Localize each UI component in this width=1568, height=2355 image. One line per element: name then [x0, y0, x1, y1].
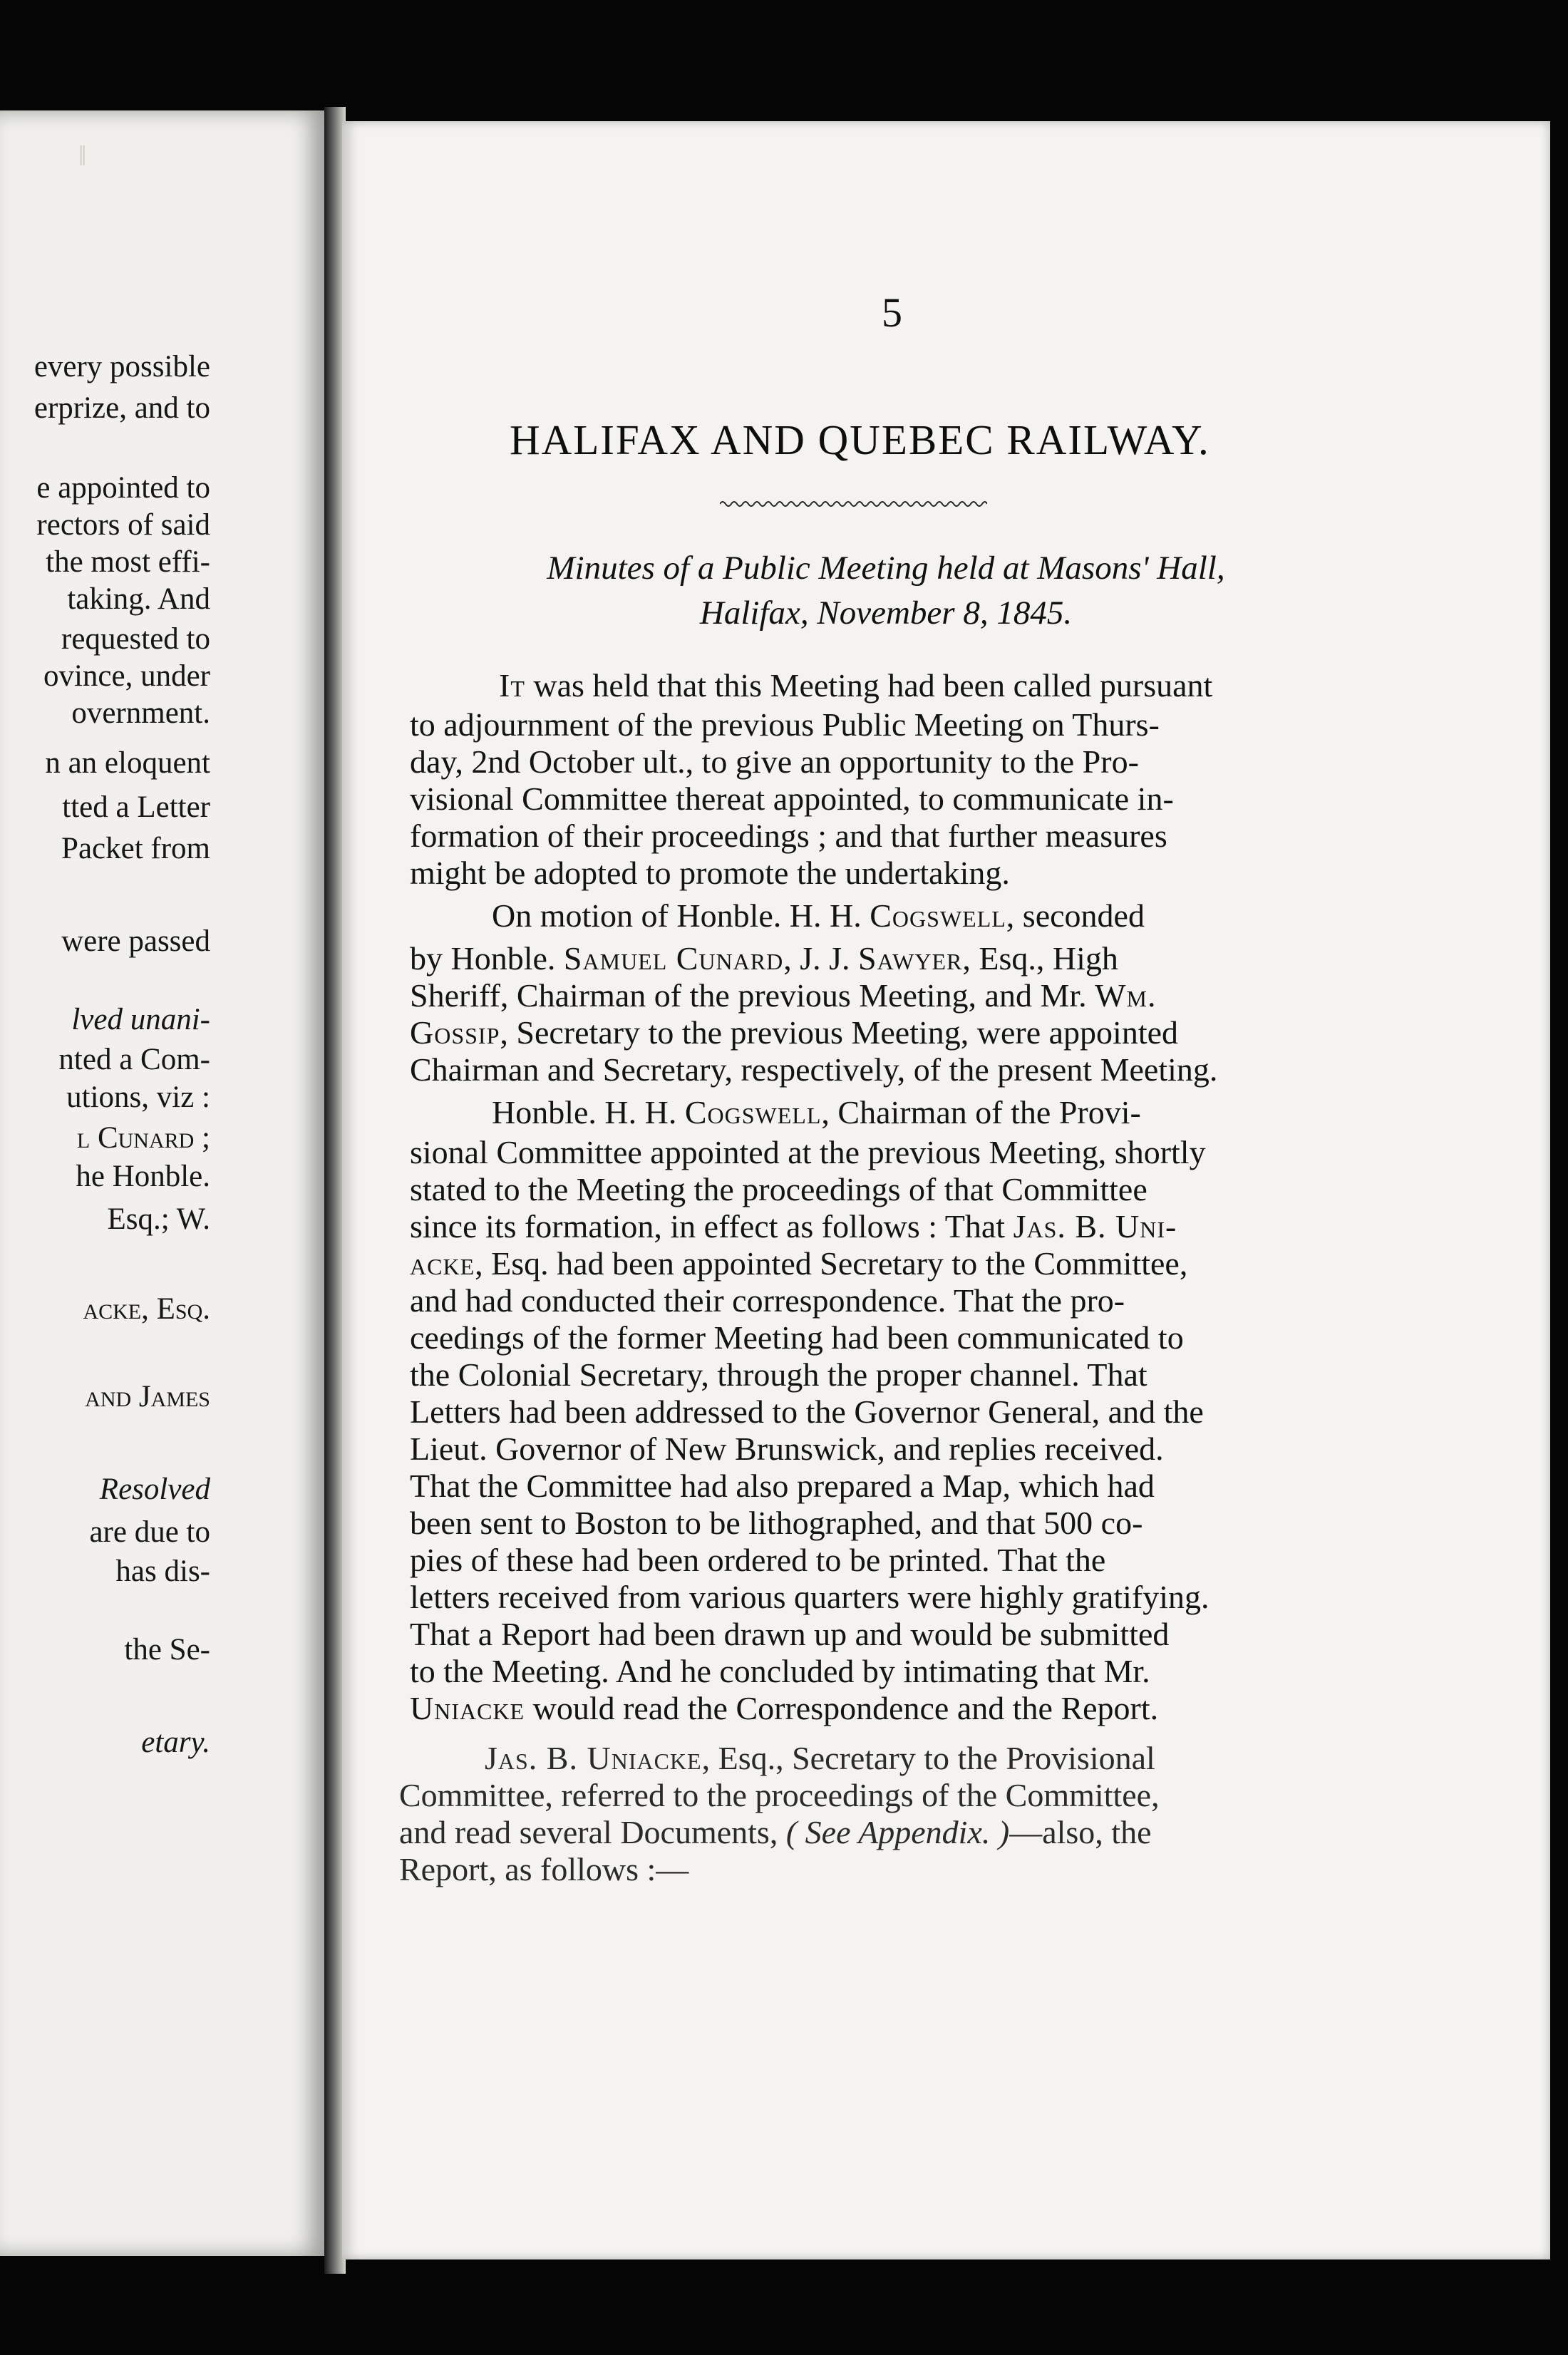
body-line	[410, 854, 1010, 892]
body-line	[410, 743, 1139, 780]
left-page-line: overnment.	[71, 696, 210, 730]
small-caps-name: Uniacke	[410, 1690, 525, 1726]
small-caps-name: Cogswell	[684, 1094, 822, 1130]
small-caps-name: Jas. B. Uniacke	[485, 1740, 702, 1776]
left-page-line: the Se-	[124, 1633, 210, 1666]
left-page-line: ovince, under	[43, 659, 210, 693]
body-line	[410, 1207, 1177, 1245]
body-line	[410, 1578, 1209, 1616]
small-caps-name: Wm.	[1095, 977, 1157, 1014]
body-text-segment: by Honble.	[410, 940, 564, 976]
body-text-segment: Chairman and Secretary, respectively, of the present Meeting.	[410, 1051, 1218, 1088]
left-page-line: nted a Com-	[58, 1043, 210, 1076]
body-text-segment: sional Committee appointed at the previous Meeting, shortly	[410, 1134, 1206, 1170]
body-text-segment: to adjournment of the previous Public Meeting on Thurs-	[410, 706, 1160, 743]
left-page-line: utions, viz :	[66, 1081, 210, 1114]
body-text-segment: , Esq. had been appointed Secretary to the Committee,	[475, 1245, 1188, 1282]
heading-ornament-rule	[720, 499, 987, 509]
left-page-line: Resolved	[99, 1473, 210, 1506]
small-caps-name: acke	[410, 1245, 475, 1282]
small-caps-name: Sawyer	[858, 940, 963, 976]
left-page-line: lved unani-	[71, 1003, 210, 1036]
body-line	[410, 1504, 1143, 1542]
left-page-line: tted a Letter	[62, 790, 210, 824]
left-page-line: and James	[85, 1380, 210, 1413]
body-line	[410, 1245, 1187, 1282]
body-line	[499, 666, 1212, 704]
minutes-subtitle-line-2: Halifax, November 8, 1845.	[699, 594, 1073, 632]
body-text-segment: was held that this Meeting had been called pursuant	[525, 667, 1213, 704]
body-text-segment: the Colonial Secretary, through the proper channel. That	[410, 1356, 1147, 1393]
body-text-segment: On motion of Honble. H. H.	[492, 897, 870, 934]
body-line	[410, 1689, 1158, 1727]
body-text-segment: might be adopted to promote the undertaking.	[410, 855, 1010, 891]
body-text-segment: Honble. H. H.	[492, 1094, 685, 1130]
left-page-line: are due to	[89, 1515, 210, 1549]
left-page-line: has dis-	[115, 1555, 210, 1588]
body-text-segment: , seconded	[1006, 897, 1145, 934]
body-line	[410, 939, 1118, 977]
body-line	[410, 780, 1174, 818]
body-text-segment: That the Committee had also prepared a Map, which had	[410, 1468, 1155, 1504]
left-page-line: taking. And	[67, 582, 210, 616]
body-line	[410, 1133, 1206, 1171]
body-line	[492, 1093, 1141, 1131]
body-line	[399, 1850, 688, 1888]
minutes-subtitle-line-1: Minutes of a Public Meeting held at Masons' Hall,	[547, 550, 1225, 587]
body-text-segment: —also, the	[1009, 1814, 1152, 1850]
body-line	[410, 1615, 1169, 1653]
body-text-segment: , Secretary to the previous Meeting, were appointed	[500, 1014, 1179, 1051]
left-page-line: n an eloquent	[45, 746, 210, 780]
body-line	[410, 1541, 1105, 1579]
body-line	[410, 1051, 1217, 1088]
body-line	[410, 1652, 1150, 1690]
body-text-segment: and read several Documents,	[399, 1814, 786, 1850]
left-page-line: the most effi-	[46, 545, 210, 579]
body-text-segment: to the Meeting. And he concluded by intimating that Mr.	[410, 1653, 1150, 1689]
body-line	[410, 1356, 1147, 1393]
small-caps-name: Jas. B. Uni-	[1013, 1208, 1177, 1245]
small-caps-name: Cogswell	[870, 897, 1006, 934]
body-line	[410, 1014, 1178, 1051]
left-page-line: requested to	[61, 622, 210, 656]
body-line	[399, 1776, 1160, 1814]
body-text-segment: That a Report had been drawn up and would be submitted	[410, 1616, 1170, 1652]
body-text-segment: and had conducted their correspondence. That the pro-	[410, 1282, 1125, 1319]
body-text-segment: Lieut. Governor of New Brunswick, and replies received.	[410, 1431, 1164, 1467]
page-heading: HALIFAX AND QUEBEC RAILWAY.	[510, 416, 1210, 463]
body-line	[410, 706, 1160, 743]
body-line	[410, 1467, 1155, 1505]
left-page-line: he Honble.	[76, 1160, 210, 1193]
body-text-segment: , Chairman of the Provi-	[821, 1094, 1141, 1130]
body-text-segment: ceedings of the former Meeting had been communicated to	[410, 1319, 1184, 1356]
body-line	[410, 1170, 1147, 1208]
body-text-segment: stated to the Meeting the proceedings of that Committee	[410, 1171, 1147, 1207]
left-page-line: l Cunard ;	[76, 1121, 210, 1155]
body-text-segment: Sheriff, Chairman of the previous Meeting, and Mr.	[410, 977, 1095, 1014]
body-line	[410, 817, 1167, 855]
body-line	[492, 897, 1145, 934]
body-text-segment: Letters had been addressed to the Governor General, and the	[410, 1393, 1204, 1430]
left-page-line: etary.	[141, 1726, 210, 1759]
body-line	[410, 1393, 1204, 1431]
body-line	[485, 1739, 1155, 1777]
body-line	[410, 1319, 1184, 1356]
left-page-line: Packet from	[61, 832, 210, 865]
left-facing-page	[0, 110, 324, 2256]
small-caps-name: Gossip	[410, 1014, 500, 1051]
body-text-segment: , Esq., High	[962, 940, 1118, 976]
body-text-segment: , J. J.	[783, 940, 859, 976]
left-page-line: acke, Esq.	[83, 1292, 210, 1326]
left-page-faint-mark: ‖	[78, 140, 87, 172]
body-text-segment: since its formation, in effect as follows : That	[410, 1208, 1013, 1245]
body-text-segment: Committee, referred to the proceedings of the Committee,	[399, 1777, 1160, 1813]
left-page-line: every possible	[33, 350, 210, 383]
body-text-segment: , Esq., Secretary to the Provisional	[701, 1740, 1155, 1776]
body-text-segment: Report, as follows :—	[399, 1851, 689, 1887]
left-page-line: e appointed to	[36, 471, 210, 505]
body-line	[410, 976, 1157, 1014]
body-line	[399, 1813, 1152, 1851]
small-caps-name: It	[499, 667, 525, 704]
italic-note: ( See Appendix. )	[785, 1814, 1010, 1850]
body-text-segment: letters received from various quarters were highly gratifying.	[410, 1579, 1209, 1615]
body-line	[410, 1282, 1125, 1319]
body-text-segment: been sent to Boston to be lithographed, and that 500 co-	[410, 1505, 1143, 1541]
left-page-line: were passed	[61, 924, 210, 958]
left-page-line: erprize, and to	[33, 391, 210, 425]
page-number: 5	[882, 289, 902, 336]
left-page-line: Esq.; W.	[107, 1202, 210, 1236]
body-text-segment: would read the Correspondence and the Report.	[525, 1690, 1159, 1726]
small-caps-name: Samuel Cunard	[563, 940, 784, 976]
body-text-segment: formation of their proceedings ; and that further measures	[410, 818, 1167, 854]
body-line	[410, 1430, 1164, 1468]
left-page-line: rectors of said	[36, 508, 210, 542]
body-text-segment: visional Committee thereat appointed, to communicate in-	[410, 780, 1174, 817]
body-text-segment: day, 2nd October ult., to give an opportunity to the Pro-	[410, 743, 1139, 780]
body-text-segment: pies of these had been ordered to be printed. That the	[410, 1542, 1106, 1578]
